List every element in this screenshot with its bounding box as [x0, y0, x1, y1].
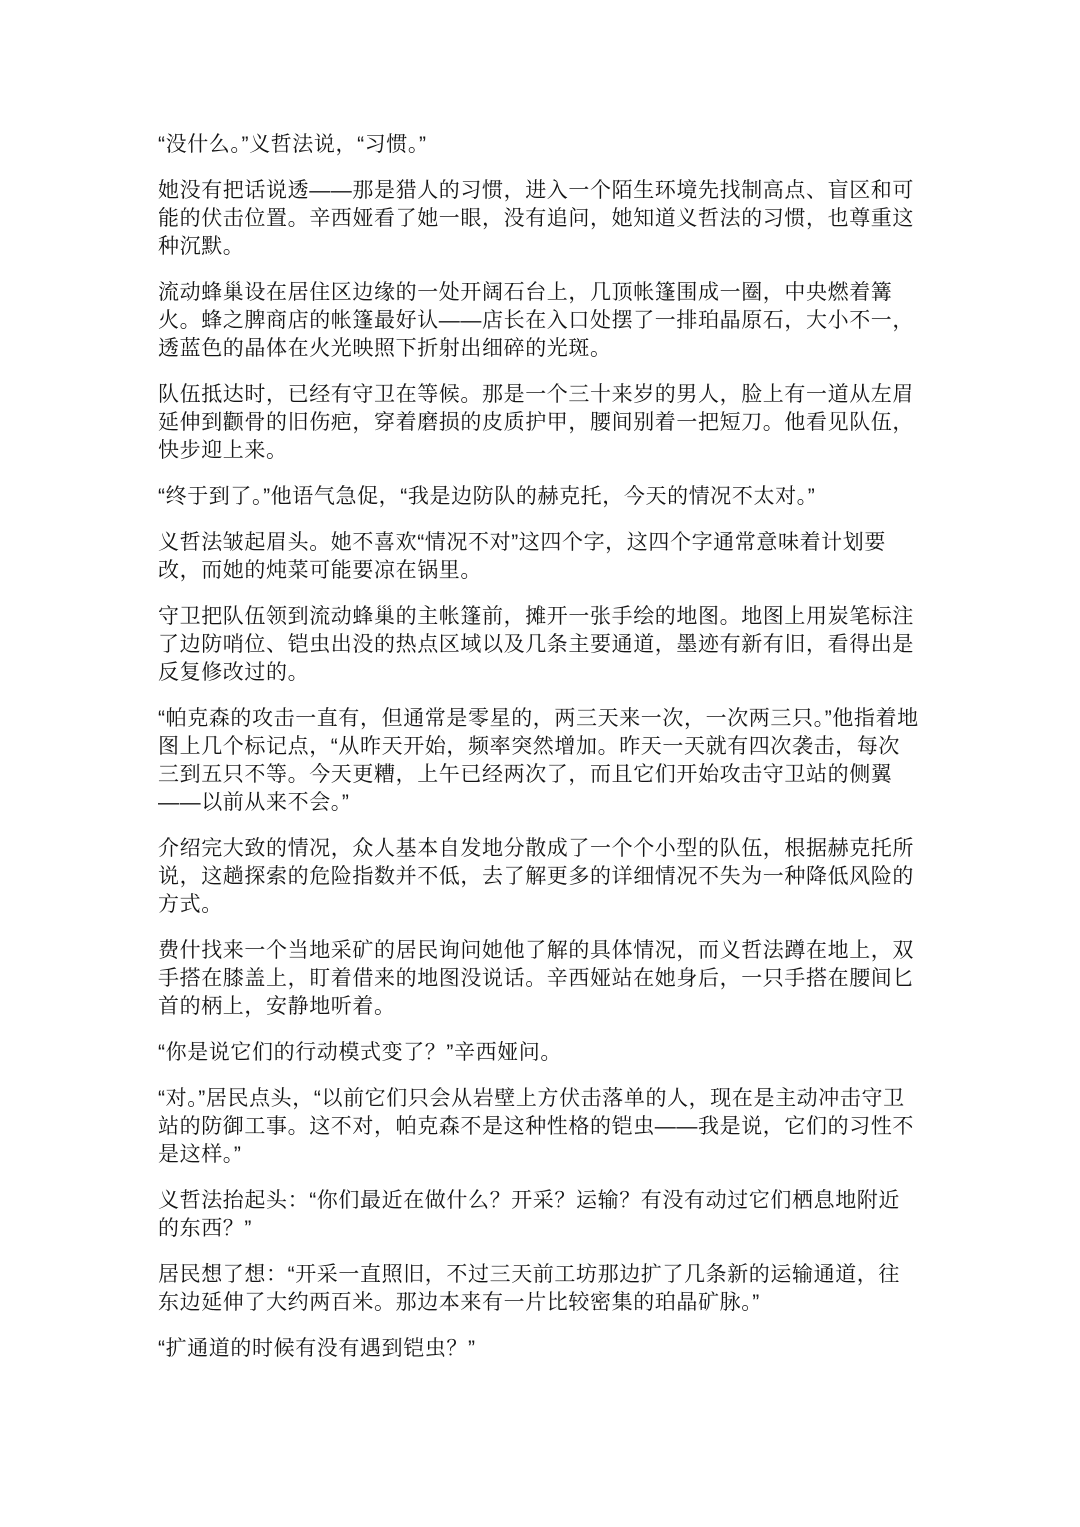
story-text-column: [158, 131, 920, 1381]
paragraph-12: “对。”居民点头，“以前它们只会从岩壁上方伏击落单的人，现在是主动冲击守卫站的防御工事。这不对，帕克森不是这种性格的铠虫——我是说，它们的习性不是这样。”: [158, 1087, 914, 1166]
paragraph-4: 队伍抵达时，已经有守卫在等候。那是一个三十来岁的男人，脸上有一道从左眉延伸到颧骨的旧伤疤，穿着磨损的皮质护甲，腰间别着一把短刀。他看见队伍，快步迎上来。: [158, 383, 914, 462]
paragraph-2: 她没有把话说透——那是猎人的习惯，进入一个陌生环境先找制高点、盲区和可能的伏击位置。辛西娅看了她一眼，没有追问，她知道义哲法的习惯，也尊重这种沉默。: [158, 179, 914, 258]
paragraph-3: 流动蜂巢设在居住区边缘的一处开阔石台上，几顶帐篷围成一圈，中央燃着篝火。蜂之脾商店的帐篷最好认——店长在入口处摆了一排珀晶原石，大小不一，透蓝色的晶体在火光映照下折射出细碎的光斑。: [158, 281, 914, 360]
paragraph-1: “没什么。”义哲法说，“习惯。”: [158, 133, 427, 156]
paragraph-14: 居民想了想：“开采一直照旧，不过三天前工坊那边扩了几条新的运输通道，往东边延伸了大约两百米。那边本来有一片比较密集的珀晶矿脉。”: [158, 1263, 900, 1314]
paragraph-9: 介绍完大致的情况，众人基本自发地分散成了一个个小型的队伍，根据赫克托所说，这趟探索的危险指数并不低，去了解更多的详细情况不失为一种降低风险的方式。: [158, 837, 914, 916]
paragraph-13: 义哲法抬起头：“你们最近在做什么？开采？运输？有没有动过它们栖息地附近的东西？”: [158, 1189, 900, 1240]
paragraph-6: 义哲法皱起眉头。她不喜欢“情况不对”这四个字，这四个字通常意味着计划要改，而她的炖菜可能要凉在锅里。: [158, 531, 886, 582]
paragraph-11: “你是说它们的行动模式变了？”辛西娅问。: [158, 1041, 562, 1064]
paragraph-8: “帕克森的攻击一直有，但通常是零星的，两三天来一次，一次两三只。”他指着地图上几个标记点，“从昨天开始，频率突然增加。昨天一天就有四次袭击，每次三到五只不等。今天更糟，上午已经两次了，而且它们开始攻击守卫站的侧翼——以前从来不会。”: [158, 707, 919, 814]
paragraph-15: “扩通道的时候有没有遇到铠虫？”: [158, 1337, 476, 1360]
paragraph-5: “终于到了。”他语气急促，“我是边防队的赫克托，今天的情况不太对。”: [158, 485, 816, 508]
paragraph-10: 费什找来一个当地采矿的居民询问她他了解的具体情况，而义哲法蹲在地上，双手搭在膝盖上，盯着借来的地图没说话。辛西娅站在她身后，一只手搭在腰间匕首的柄上，安静地听着。: [158, 939, 914, 1018]
paragraph-7: 守卫把队伍领到流动蜂巢的主帐篷前，摊开一张手绘的地图。地图上用炭笔标注了边防哨位、铠虫出没的热点区域以及几条主要通道，墨迹有新有旧，看得出是反复修改过的。: [158, 605, 914, 684]
